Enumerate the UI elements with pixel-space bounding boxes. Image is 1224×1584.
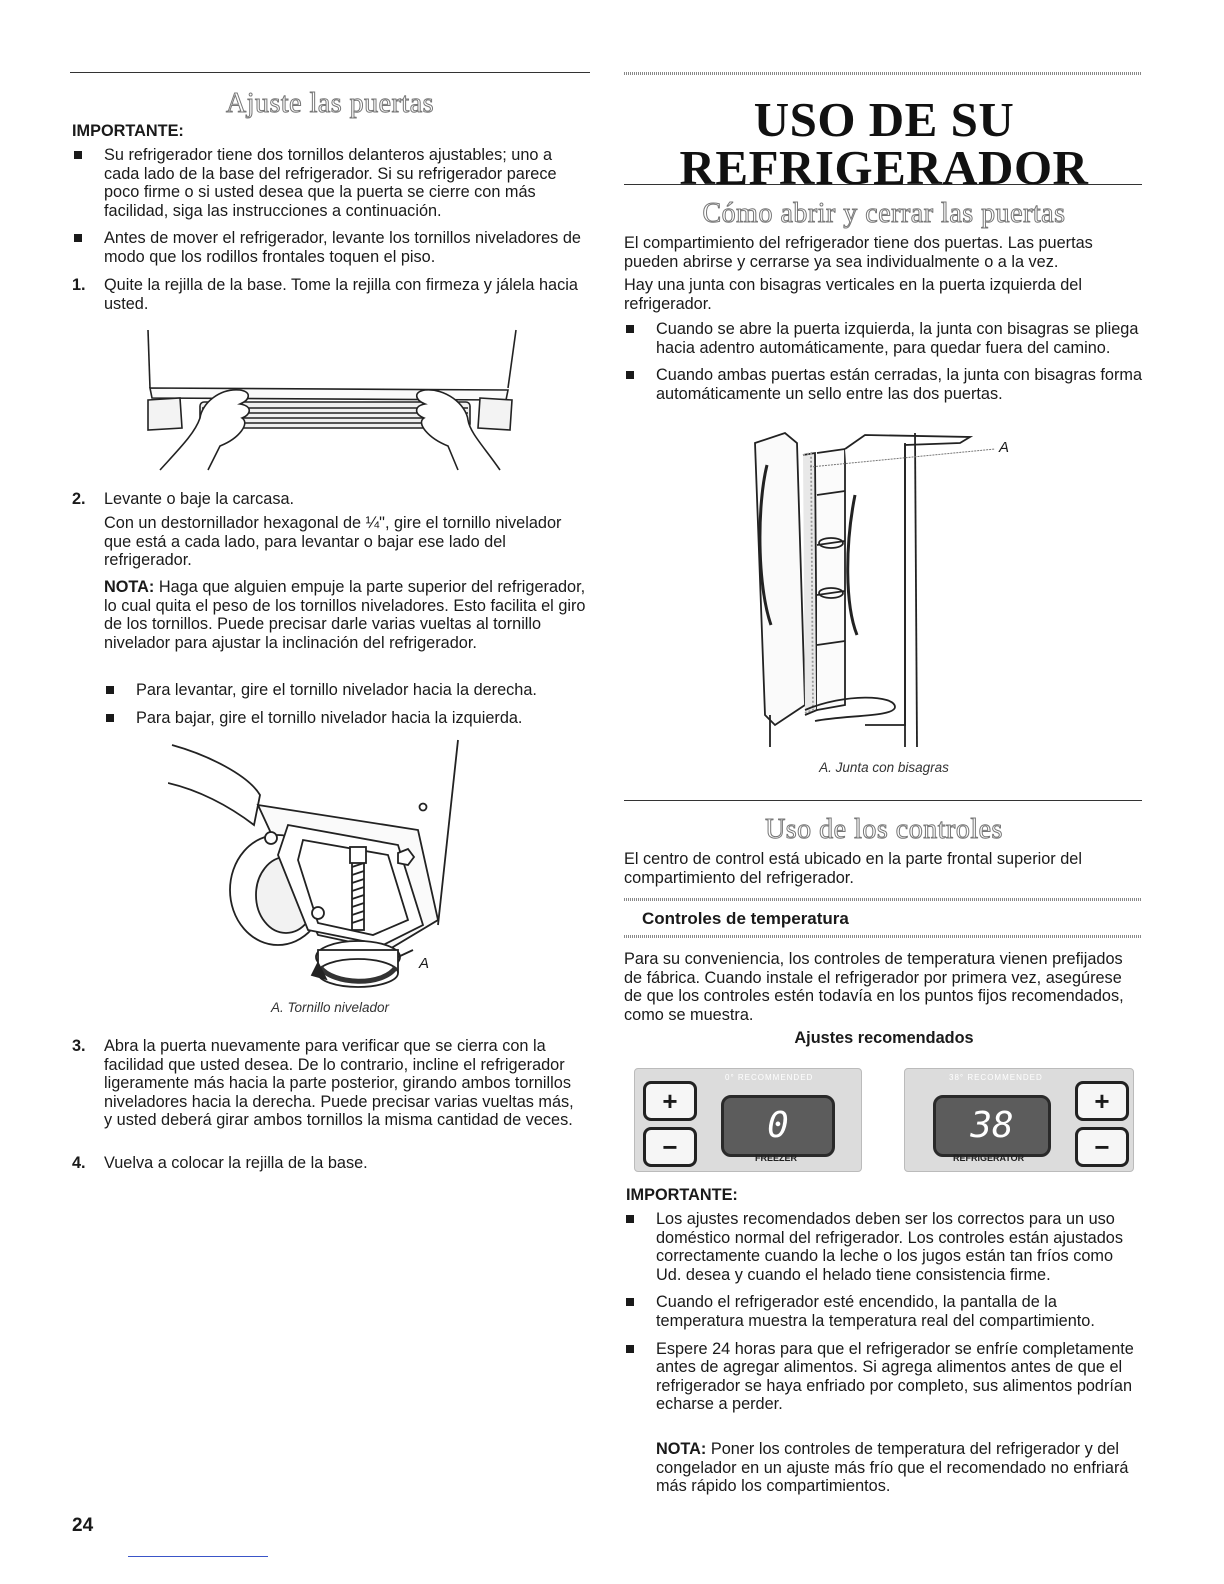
subsection-rule-bottom [624, 935, 1142, 938]
section-title-abrir: Cómo abrir y cerrar las puertas [702, 198, 1066, 229]
subsection-rule-top [624, 898, 1142, 901]
refrigerator-label: REFRIGERATOR [953, 1153, 1025, 1163]
right-top-rule [624, 72, 1142, 75]
footer-link-line [128, 1556, 268, 1557]
list-item: Cuando se abre la puerta izquierda, la junta con bisagras se pliega hacia adentro automáticamente, para quedar fuera del camino. [624, 320, 1142, 357]
list-item: Espere 24 horas para que el refrigerador se enfríe completamente antes de agregar alimentos. Si agrega alimentos antes de que el refrigerador se haya enfriado por completo, sus alimentos podrían echarse a perder. [624, 1340, 1136, 1414]
title-rule [624, 184, 1142, 185]
list-item: Para levantar, gire el tornillo nivelador hacia la derecha. [104, 681, 590, 700]
freezer-display-value: 0 [767, 1105, 789, 1146]
list-item: Cuando el refrigerador esté encendido, la pantalla de la temperatura muestra la temperatura real del compartimiento. [624, 1293, 1136, 1330]
section-rule-controles [624, 800, 1142, 801]
leveling-screw-illustration [168, 735, 498, 1000]
callout-a: A [419, 955, 430, 972]
step-number: 2. [72, 490, 86, 508]
subsection-title: Controles de temperatura [642, 909, 849, 928]
paragraph-3: El centro de control está ubicado en la parte frontal superior del compartimiento del refrigerador. [624, 850, 1082, 887]
refrigerator-control-panel [904, 1068, 1134, 1172]
right-bullets-2 [624, 1210, 1136, 1423]
page-number: 24 [72, 1515, 94, 1536]
minus-icon: − [1094, 1132, 1110, 1162]
refrigerator-plus-button[interactable] [1075, 1081, 1129, 1121]
figure-base-grille [140, 328, 530, 478]
section-title-controles: Uso de los controles [765, 814, 1003, 845]
step-number: 1. [72, 276, 86, 294]
step-2 [72, 490, 590, 509]
left-sub-bullets [104, 681, 590, 736]
freezer-label: FREEZER [755, 1153, 798, 1163]
nota-text: Haga que alguien empuje la parte superior del refrigerador, lo cual quita el peso de los tornillos niveladores. Esto facilita el giro de los tornillos. Puede precisar darle varias vueltas al tornillo nivelador para ajustar la inclinación del refrigerador. [104, 578, 586, 652]
refrigerator-display [933, 1095, 1051, 1157]
hinged-seal-illustration [745, 425, 1025, 755]
nota-left [104, 578, 590, 652]
right-bullets [624, 320, 1142, 412]
step-4 [72, 1154, 590, 1173]
freezer-control-panel [634, 1068, 862, 1172]
nota-right [656, 1440, 1140, 1496]
step-text: Abra la puerta nuevamente para verificar que se cierra con la facilidad que usted desea. De lo contrario, incline el refrigerador ligeramente más hacia la parte posterior, girando ambos tornillos niveladores hacia la derecha. Puede precisar varias vueltas más, y usted deberá girar ambos tornillos la misma cantidad de veces. [104, 1037, 574, 1130]
base-grille-illustration [140, 328, 530, 478]
figure-leveling-screw [168, 735, 498, 1000]
step-text: Levante o baje la carcasa. [104, 490, 295, 508]
freezer-display [721, 1095, 835, 1157]
nota-label: NOTA: [656, 1440, 707, 1458]
refrigerator-recommended-label: 38° RECOMMENDED [949, 1073, 1043, 1082]
nota-text: Poner los controles de temperatura del refrigerador y del congelador en un ajuste más frío que el recomendado no enfriará más rápido los compartimientos. [656, 1440, 1129, 1496]
caption-tornillo: A. Tornillo nivelador [270, 1000, 390, 1015]
list-item: Cuando ambas puertas están cerradas, la junta con bisagras forma automáticamente un sello entre las dos puertas. [624, 366, 1142, 403]
paragraph-4: Para su conveniencia, los controles de temperatura vienen prefijados de fábrica. Cuando instale el refrigerador por primera vez, asegúrese de que los controles estén todavía en los puntos fijos recomendados, como se muestra. [624, 950, 1124, 1024]
left-top-rule [70, 72, 590, 73]
plus-icon: + [1094, 1086, 1110, 1116]
step-number: 4. [72, 1154, 86, 1172]
page-title [624, 92, 1144, 195]
important-label-right: IMPORTANTE: [626, 1186, 738, 1204]
figure-hinged-seal [745, 425, 1025, 755]
nota-label: NOTA: [104, 578, 155, 596]
freezer-minus-button[interactable] [643, 1127, 697, 1167]
page-title-line-2: REFRIGERADOR [679, 140, 1089, 195]
left-bullets [72, 146, 590, 276]
list-item: Su refrigerador tiene dos tornillos delanteros ajustables; uno a cada lado de la base del refrigerador. Si su refrigerador parece poco firme o si usted desea que la puerta se cierre con más facilidad, siga las instrucciones a continuación. [72, 146, 590, 220]
refrigerator-minus-button[interactable] [1075, 1127, 1129, 1167]
step-text: Vuelva a colocar la rejilla de la base. [104, 1154, 368, 1172]
step-1 [72, 276, 590, 313]
important-label: IMPORTANTE: [72, 122, 184, 140]
list-item: Los ajustes recomendados deben ser los correctos para un uso doméstico normal del refrigerador. Los controles están ajustados correctamente cuando la leche o los jugos están tan fríos como Ud. desea y cuando el helado tiene consistencia firme. [624, 1210, 1136, 1284]
recommended-title: Ajustes recomendados [794, 1029, 974, 1047]
freezer-recommended-label: 0° RECOMMENDED [725, 1073, 814, 1082]
paragraph-2: Hay una junta con bisagras verticales en la puerta izquierda del refrigerador. [624, 276, 1082, 313]
refrigerator-display-value: 38 [970, 1105, 1014, 1146]
minus-icon: − [662, 1132, 678, 1162]
step-3 [72, 1037, 584, 1130]
step-text: Quite la rejilla de la base. Tome la rejilla con firmeza y jálela hacia usted. [104, 276, 578, 313]
paragraph-1: El compartimiento del refrigerador tiene dos puertas. Las puertas pueden abrirse y cerrarse ya sea individualmente o a la vez. [624, 234, 1093, 271]
section-title-ajuste: Ajuste las puertas [225, 88, 435, 119]
plus-icon: + [662, 1086, 678, 1116]
freezer-plus-button[interactable] [643, 1081, 697, 1121]
page-title-line-1: USO DE SU [753, 92, 1015, 147]
list-item: Para bajar, gire el tornillo nivelador hacia la izquierda. [104, 709, 590, 728]
step-number: 3. [72, 1037, 86, 1055]
callout-a: A [999, 439, 1010, 456]
caption-junta: A. Junta con bisagras [819, 760, 949, 775]
list-item: Antes de mover el refrigerador, levante los tornillos niveladores de modo que los rodillos frontales toquen el piso. [72, 229, 590, 266]
step-2-detail: Con un destornillador hexagonal de ¼", gire el tornillo nivelador que está a cada lado, para levantar o bajar ese lado del refrigerador. [104, 514, 562, 570]
